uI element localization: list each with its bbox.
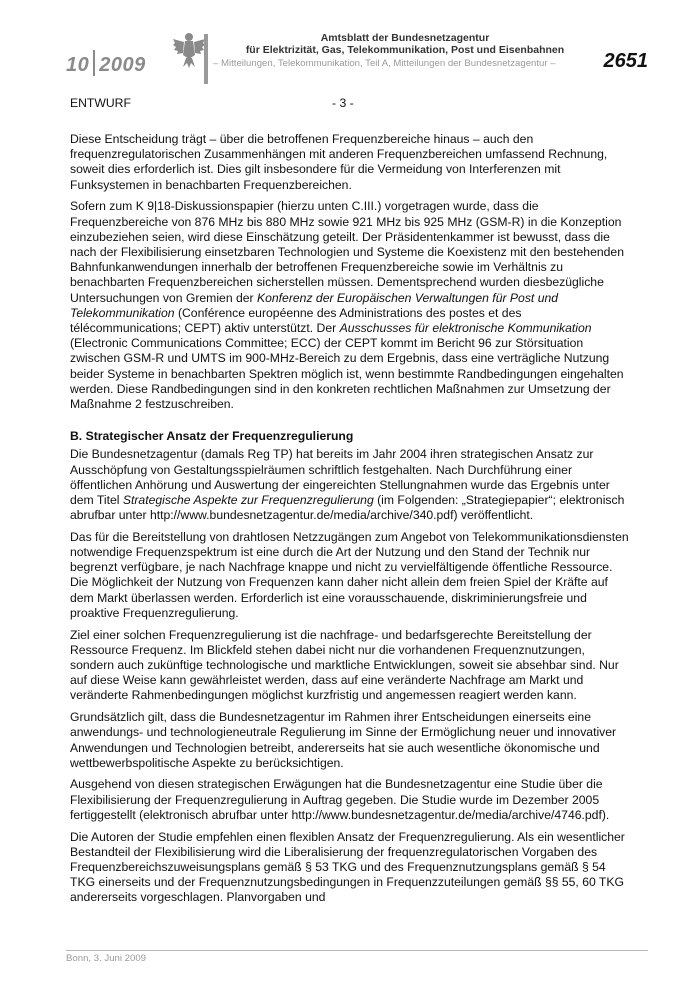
page-number: 2651	[603, 50, 648, 72]
document-body	[70, 132, 632, 912]
section-heading-b: B. Strategischer Ansatz der Frequenzregulierung	[70, 429, 354, 444]
paragraph-4: Das für die Bereitstellung von drahtlosen Netzzugängen zum Angebot von Telekommunikationsdiensten notwendige Frequenzspektrum ist eine durch die Art der Nutzung und den Stand der Technik nur begrenzt verfügbare, je nach Nachfrage knappe und nicht zu vervielfältigende öffentliche Ressource. Die Möglichkeit der Nutzung von Frequenzen kann daher nicht allein dem freien Spiel der Kräfte auf dem Markt überlassen werden. Erforderlich ist eine vorausschauende, diskriminierungsfreie und proaktive Frequenzregulierung.	[70, 529, 629, 620]
paragraph-3-part-a: Die Bundesnetzagentur (damals Reg TP) hat bereits im Jahr 2004 ihren strategischen Ansatz zur Ausschöpfung von Gestaltungsspielräumen schriftlich festgehalten. Nach Durchführung einer öffentlichen Anhörung und Auswertung der eingereichten Stellungnahmen wurde das Ergebnis unter dem Titel	[70, 447, 610, 507]
paragraph-3	[70, 447, 632, 523]
draft-label: ENTWURF	[70, 96, 131, 110]
paragraph-2-part-a: Sofern zum K 9|18-Diskussionspapier (hierzu unten C.III.) vorgetragen wurde, dass die Frequenzbereiche von 876 MHz bis 880 MHz sowie 921 MHz bis 925 MHz (GSM-R) in die Konzeption einzubeziehen seien, wird diese Einschätzung geteilt. Der Präsidentenkammer ist bewusst, dass die nach der Flexibilisierung einsetzbaren Technologien und Systeme die Koexistenz mit den bestehenden Bahnfunkanwendungen innerhalb der betroffenen Frequenzbereiche sowie im Verhältnis zu benachbarten Frequenzbereichen sicherstellen müssen. Dementsprechend wurden diesbezügliche Untersuchungen von Gremien der	[70, 199, 624, 305]
journal-title-line2: für Elektrizität, Gas, Telekommunikation, Post und Eisenbahnen	[245, 44, 565, 56]
paragraph-6: Grundsätzlich gilt, dass die Bundesnetzagentur im Rahmen ihrer Entscheidungen einerseits eine anwendungs- und technologieneutrale Regulierung im Sinne der Ermöglichung neuer und innovativer Anwendungen und Technologien betreibt, andererseits hat sie auch wesentliche ökonomische und wettbewerbspolitische Aspekte zu berücksichtigen.	[70, 710, 617, 770]
draft-page-marker: - 3 -	[332, 96, 354, 110]
journal-title	[200, 32, 610, 56]
issue-label	[66, 50, 146, 77]
paragraph-2	[70, 199, 632, 412]
paragraph-3-part-b: (im Folgenden: „Strategiepapier“; elektronisch abrufbar unter http://www.bundesnetzagentur.de/media/archive/340.pdf) veröffentlicht.	[70, 492, 625, 523]
draft-line	[70, 96, 630, 110]
issue-year: 2009	[99, 54, 146, 76]
journal-title-line1: Amtsblatt der Bundesnetzagentur	[320, 32, 490, 44]
paragraph-2-part-c: (Electronic Communications Committee; ECC) der CEPT kommt im Bericht 96 zur Störsituation zwischen GSM-R und UMTS im 900-MHz-Bereich zu dem Ergebnis, dass eine verträgliche Nutzung beider Systeme in benachbarten Spektren möglich ist, wenn bestimmte Randbedingungen eingehalten werden. Diese Randbedingungen sind in den konkreten rechtlichen Maßnahmen zur Umsetzung der Maßnahme 2 festzuschreiben.	[70, 336, 624, 411]
cept-conference-name: Konferenz der Europäischen Verwaltungen für Post und Telekommunikation	[70, 290, 559, 320]
paragraph-2-part-b: (Conférence européenne des Administrations des postes et des télécommunications; CEPT) aktiv unterstützt. Der	[70, 305, 522, 335]
journal-subtitle: – Mitteilungen, Telekommunikation, Teil A, Mitteilungen der Bundesnetzagentur –	[213, 58, 556, 69]
page-header	[0, 0, 700, 88]
issue-number: 10	[66, 54, 90, 76]
issue-separator	[93, 50, 95, 76]
paragraph-5: Ziel einer solchen Frequenzregulierung ist die nachfrage- und bedarfsgerechte Bereitstellung der Ressource Frequenz. Im Blickfeld stehen dabei nicht nur die vorhandenen Frequenznutzungen, sondern auch zukünftige technologische und marktliche Entwicklungen, soweit sie absehbar sind. Nur auf diese Weise kann gewährleistet werden, dass auf eine veränderte Nachfrage am Markt und veränderte Rahmenbedingungen möglichst kurzfristig und angemessen reagiert werden kann.	[70, 627, 619, 703]
ecc-committee-name: Ausschusses für elektronische Kommunikation	[339, 320, 592, 335]
strategy-paper-title: Strategische Aspekte zur Frequenzregulierung	[122, 492, 374, 507]
footer-place-date: Bonn, 3. Juni 2009	[66, 953, 147, 964]
paragraph-1: Diese Entscheidung trägt – über die betroffenen Frequenzbereiche hinaus – auch den frequenzregulatorischen Zusammenhängen mit anderen Frequenzbereichen umfassend Rechnung, soweit dies erforderlich ist. Dies gilt insbesondere für die Vermeidung von Interferenzen mit Funksystemen in benachbarten Frequenzbereichen.	[70, 132, 608, 192]
footer-divider	[66, 950, 648, 951]
paragraph-7: Ausgehend von diesen strategischen Erwägungen hat die Bundesnetzagentur eine Studie über die Flexibilisierung der Frequenzregulierung in Auftrag gegeben. Die Studie wurde im Dezember 2005 fertiggestellt (elektronisch abrufbar unter http://www.bundesnetzagentur.de/media/archive/4746.pdf).	[70, 777, 610, 822]
paragraph-8: Die Autoren der Studie empfehlen einen flexiblen Ansatz der Frequenzregulierung. Als ein wesentlicher Bestandteil der Flexibilisierung wird die Liberalisierung der frequenzregulatorischen Vorgaben des Frequenzbereichszuweisungsplans gemäß § 53 TKG und des Frequenznutzungsplans gemäß § 54 TKG einerseits und der Frequenznutzungsbedingungen in Frequenzzuteilungen gemäß §§ 55, 60 TKG andererseits vorgeschlagen. Planvorgaben und	[70, 829, 625, 905]
